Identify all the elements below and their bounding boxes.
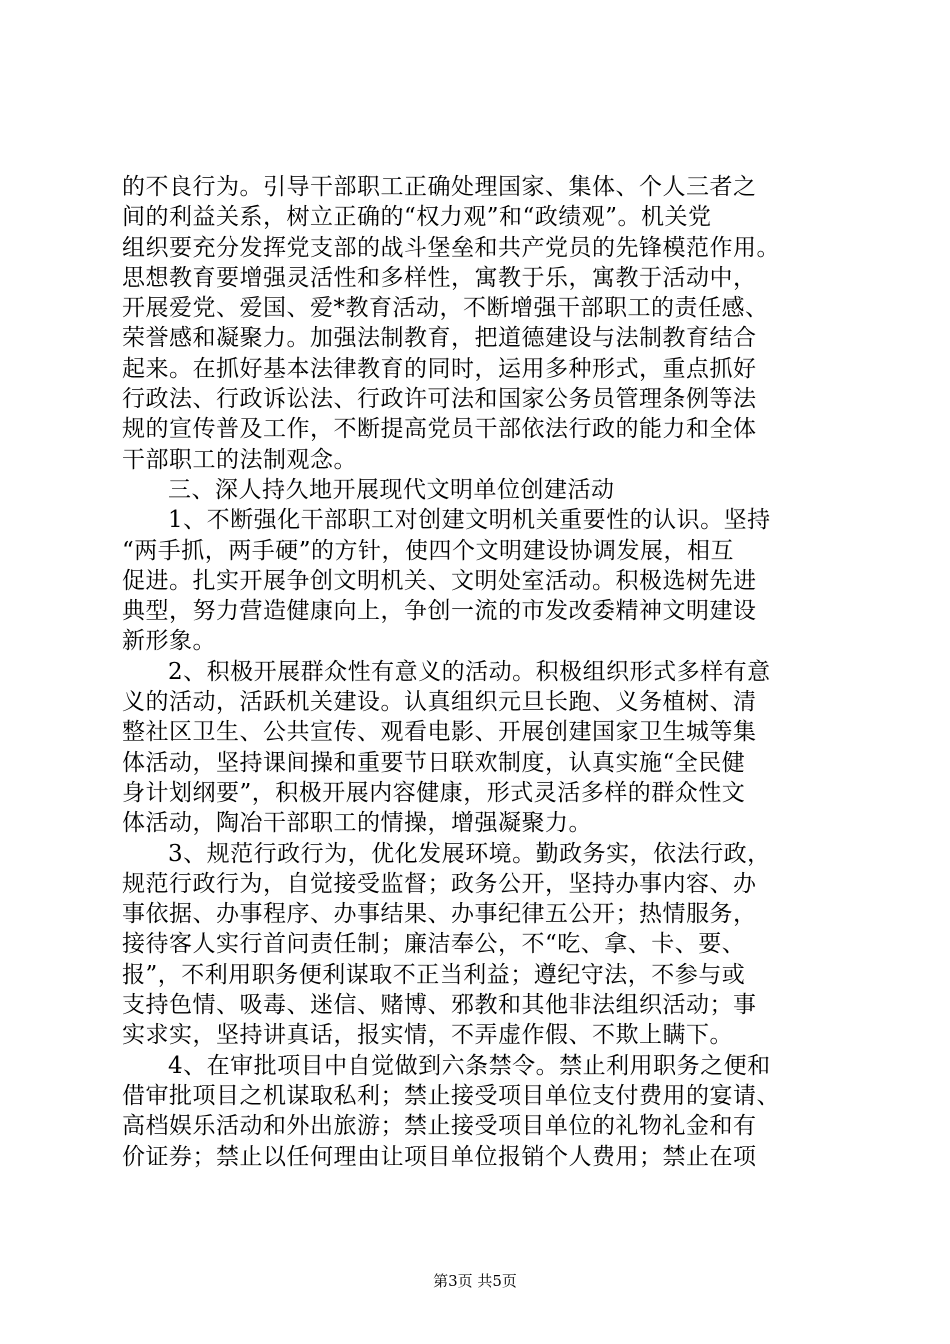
text-line: 干部职工的法制观念。 bbox=[122, 446, 357, 473]
text-line: 实求实，坚持讲真话，报实情，不弄虚作假、不欺上瞒下。 bbox=[122, 1022, 733, 1049]
text-line: 3、规范行政行为，优化发展环境。勤政务实，依法行政， bbox=[168, 840, 771, 867]
text-line: 借审批项目之机谋取私利；禁止接受项目单位支付费用的宴请、 bbox=[122, 1082, 780, 1109]
text-line: 体活动，坚持课间操和重要节日联欢制度，认真实施“全民健 bbox=[122, 749, 746, 776]
text-line: 荣誉感和凝聚力。加强法制教育，把道德建设与法制教育结合 bbox=[122, 325, 757, 352]
text-line: 4、在审批项目中自觉做到六条禁令。禁止利用职务之便和 bbox=[168, 1052, 771, 1079]
text-line: 接待客人实行首问责任制；廉洁奉公，不“吃、拿、卡、要、 bbox=[122, 931, 746, 958]
text-line: 整社区卫生、公共宣传、观看电影、开展创建国家卫生城等集 bbox=[122, 719, 757, 746]
text-line: 价证券；禁止以任何理由让项目单位报销个人费用；禁止在项 bbox=[122, 1143, 757, 1170]
page-footer: 第3页 共5页 bbox=[433, 1272, 517, 1290]
text-line: 报”，不利用职务便利谋取不正当利益；遵纪守法，不参与或 bbox=[122, 961, 746, 988]
text-line: 2、积极开展群众性有意义的活动。积极组织形式多样有意 bbox=[168, 658, 771, 685]
text-line: 促进。扎实开展争创文明机关、文明处室活动。积极选树先进 bbox=[122, 567, 757, 594]
text-line: “两手抓，两手硬”的方针，使四个文明建设协调发展，相互 bbox=[122, 537, 735, 564]
text-line: 的不良行为。引导干部职工正确处理国家、集体、个人三者之 bbox=[122, 174, 757, 200]
document-body bbox=[122, 172, 834, 1172]
text-line: 行政法、行政诉讼法、行政许可法和国家公务员管理条例等法 bbox=[122, 386, 757, 413]
text-line: 身计划纲要”，积极开展内容健康，形式灵活多样的群众性文 bbox=[122, 779, 746, 806]
text-line: 典型，努力营造健康向上，争创一流的市发改委精神文明建设 bbox=[122, 598, 757, 625]
text-line: 体活动，陶冶干部职工的情操，增强凝聚力。 bbox=[122, 810, 592, 837]
text-line: 规的宣传普及工作，不断提高党员干部依法行政的能力和全体 bbox=[122, 416, 757, 443]
text-line: 高档娱乐活动和外出旅游；禁止接受项目单位的礼物礼金和有 bbox=[122, 1113, 757, 1140]
text-line: 事依据、办事程序、办事结果、办事纪律五公开；热情服务， bbox=[122, 901, 757, 928]
text-line: 义的活动，活跃机关建设。认真组织元旦长跑、义务植树、清 bbox=[122, 689, 757, 716]
text-line: 思想教育要增强灵活性和多样性，寓教于乐，寓教于活动中， bbox=[122, 264, 757, 291]
text-line: 1、不断强化干部职工对创建文明机关重要性的认识。坚持 bbox=[168, 507, 771, 534]
text-line: 起来。在抓好基本法律教育的同时，运用多种形式，重点抓好 bbox=[122, 355, 757, 382]
text-line: 支持色情、吸毒、迷信、赌博、邪教和其他非法组织活动；事 bbox=[122, 992, 757, 1019]
text-line: 组织要充分发挥党支部的战斗堡垒和共产党员的先锋模范作用。 bbox=[122, 234, 780, 261]
text-line: 三、深人持久地开展现代文明单位创建活动 bbox=[168, 476, 615, 503]
text-line: 开展爱党、爱国、爱*教育活动，不断增强干部职工的责任感、 bbox=[122, 295, 769, 322]
text-line: 规范行政行为，自觉接受监督；政务公开，坚持办事内容、办 bbox=[122, 870, 757, 897]
text-line: 间的利益关系，树立正确的“权力观”和“政绩观”。机关党 bbox=[122, 204, 712, 231]
text-line: 新形象。 bbox=[122, 628, 216, 655]
